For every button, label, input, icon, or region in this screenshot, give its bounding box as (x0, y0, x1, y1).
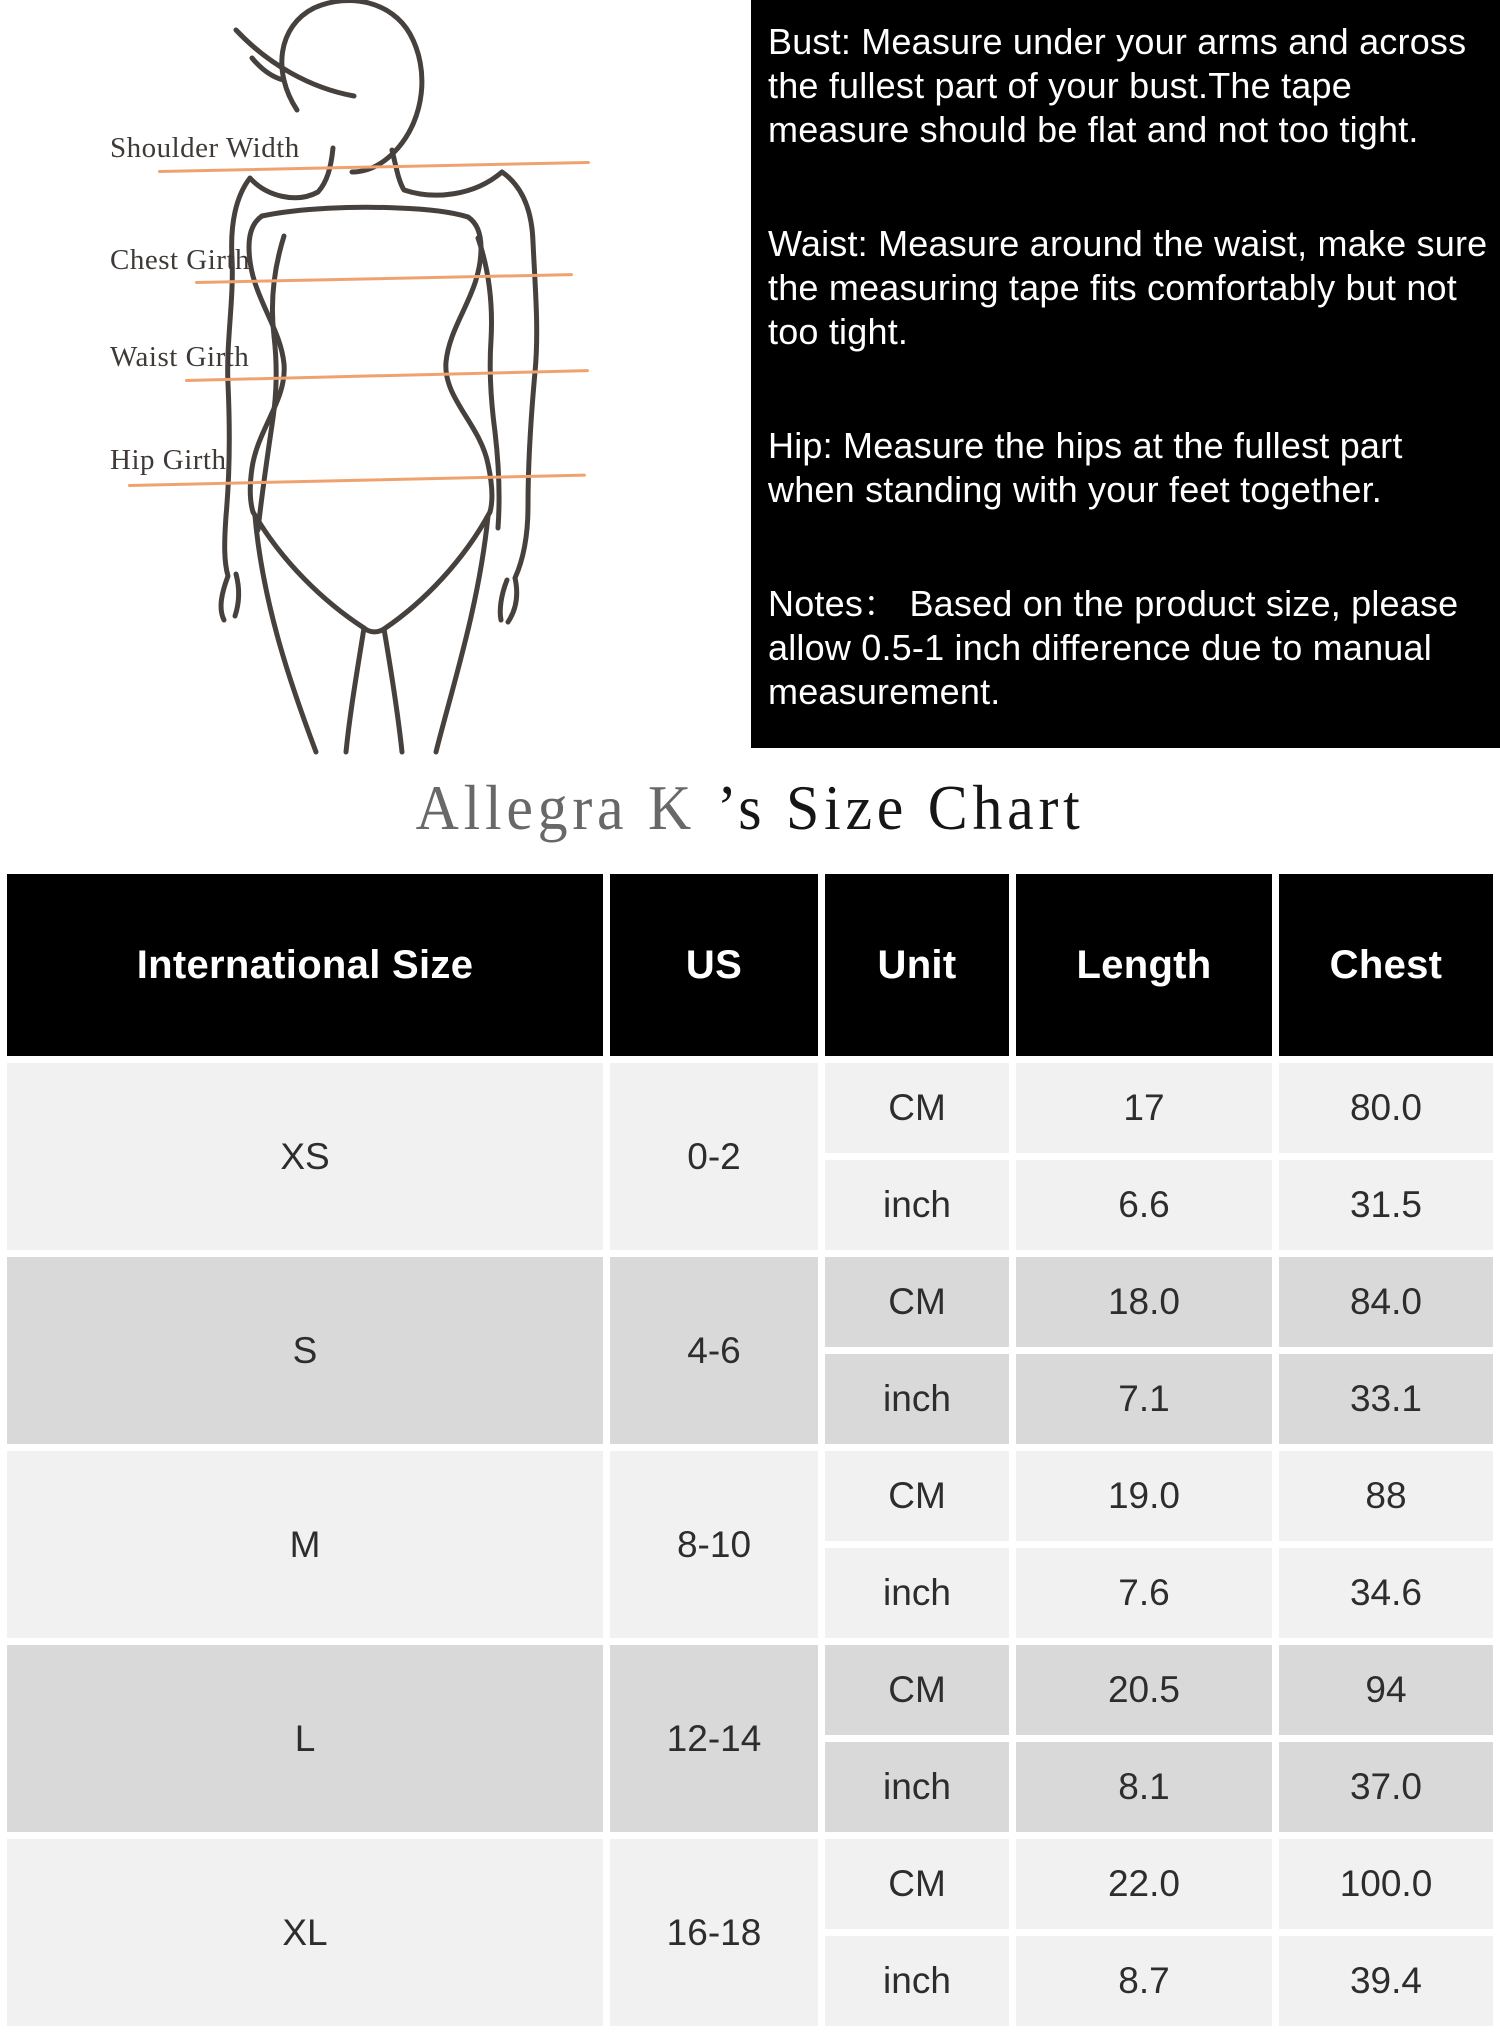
length-cell: 8.1 (1016, 1742, 1272, 1832)
unit-cell: CM (825, 1451, 1009, 1541)
us-size-cell: 0-2 (610, 1063, 818, 1250)
header-unit: Unit (825, 874, 1009, 1056)
chest-girth-label: Chest Girth (110, 244, 251, 276)
table-header-row (7, 874, 1493, 1056)
unit-cell: CM (825, 1063, 1009, 1153)
length-cell: 8.7 (1016, 1936, 1272, 2026)
waist-girth-label: Waist Girth (110, 341, 250, 373)
bust-instruction-line: measure should be flat and not too tight. (768, 109, 1419, 150)
notes-instruction (768, 582, 1494, 714)
size-cell: L (7, 1645, 603, 1832)
chest-cell: 39.4 (1279, 1936, 1493, 2026)
waist-instruction-line: the measuring tape fits comfortably but not (768, 267, 1457, 308)
chest-cell: 34.6 (1279, 1548, 1493, 1638)
hair-strand (252, 58, 283, 80)
right-arm-inner (478, 238, 499, 528)
chest-cell: 84.0 (1279, 1257, 1493, 1347)
head-outline (282, 0, 422, 172)
unit-cell: inch (825, 1936, 1009, 2026)
right-hand-fingers (500, 580, 507, 620)
size-cell: M (7, 1451, 603, 1638)
left-hand-fingers (235, 574, 239, 616)
length-cell: 7.1 (1016, 1354, 1272, 1444)
notes-instruction-line: Notes： Based on the product size, please (768, 583, 1459, 624)
size-chart-title (0, 752, 1500, 864)
us-size-cell: 16-18 (610, 1839, 818, 2026)
us-size-cell: 8-10 (610, 1451, 818, 1638)
unit-cell: CM (825, 1257, 1009, 1347)
waist-instruction-line: Waist: Measure around the waist, make sure (768, 223, 1488, 264)
chest-cell: 100.0 (1279, 1839, 1493, 1929)
chest-cell: 37.0 (1279, 1742, 1493, 1832)
length-cell: 22.0 (1016, 1839, 1272, 1929)
right-leg-inner (384, 629, 402, 752)
header-us: US (610, 874, 818, 1056)
table-row (7, 1063, 1493, 1153)
brand-name: Allegra K (415, 772, 696, 843)
size-cell: XL (7, 1839, 603, 2026)
notes-instruction-line: allow 0.5-1 inch difference due to manual (768, 627, 1432, 668)
header-chest: Chest (1279, 874, 1493, 1056)
waist-instruction (768, 222, 1494, 354)
length-cell: 19.0 (1016, 1451, 1272, 1541)
size-chart-title-text (416, 772, 1085, 845)
unit-cell: inch (825, 1548, 1009, 1638)
us-size-cell: 12-14 (610, 1645, 818, 1832)
left-leg-outer (255, 516, 316, 752)
bust-instruction (768, 20, 1494, 152)
table-row (7, 1645, 1493, 1735)
chest-top-line (262, 207, 468, 217)
unit-cell: CM (825, 1645, 1009, 1735)
unit-cell: CM (825, 1839, 1009, 1929)
chest-cell: 31.5 (1279, 1160, 1493, 1250)
length-cell: 17 (1016, 1063, 1272, 1153)
hip-instruction-line: when standing with your feet together. (768, 469, 1382, 510)
chest-cell: 80.0 (1279, 1063, 1493, 1153)
chest-cell: 94 (1279, 1645, 1493, 1735)
body-outline-sketch (0, 0, 620, 760)
header-length: Length (1016, 874, 1272, 1056)
shoulder-width-label: Shoulder Width (110, 132, 300, 164)
bust-instruction-line: the fullest part of your bust.The tape (768, 65, 1352, 106)
chest-cell: 33.1 (1279, 1354, 1493, 1444)
chest-cell: 88 (1279, 1451, 1493, 1541)
table-row (7, 1257, 1493, 1347)
hip-instruction-line: Hip: Measure the hips at the fullest part (768, 425, 1403, 466)
left-leg-inner (346, 628, 364, 752)
unit-cell: inch (825, 1742, 1009, 1832)
size-chart-table (0, 867, 1500, 2033)
hip-instruction (768, 424, 1494, 512)
table-row (7, 1451, 1493, 1541)
length-cell: 7.6 (1016, 1548, 1272, 1638)
notes-instruction-line: measurement. (768, 671, 1001, 712)
header-international-size: International Size (7, 874, 603, 1056)
measurement-diagram (0, 0, 620, 760)
hip-girth-label: Hip Girth (110, 444, 227, 476)
length-cell: 18.0 (1016, 1257, 1272, 1347)
length-cell: 6.6 (1016, 1160, 1272, 1250)
unit-cell: inch (825, 1160, 1009, 1250)
bust-instruction-line: Bust: Measure under your arms and across (768, 21, 1467, 62)
unit-cell: inch (825, 1354, 1009, 1444)
size-cell: S (7, 1257, 603, 1444)
table-row (7, 1839, 1493, 1929)
us-size-cell: 4-6 (610, 1257, 818, 1444)
size-cell: XS (7, 1063, 603, 1250)
title-suffix: ’s Size Chart (716, 772, 1085, 843)
waist-instruction-line: too tight. (768, 311, 909, 352)
length-cell: 20.5 (1016, 1645, 1272, 1735)
measuring-instructions-panel (751, 0, 1500, 748)
briefs-line (253, 512, 490, 632)
